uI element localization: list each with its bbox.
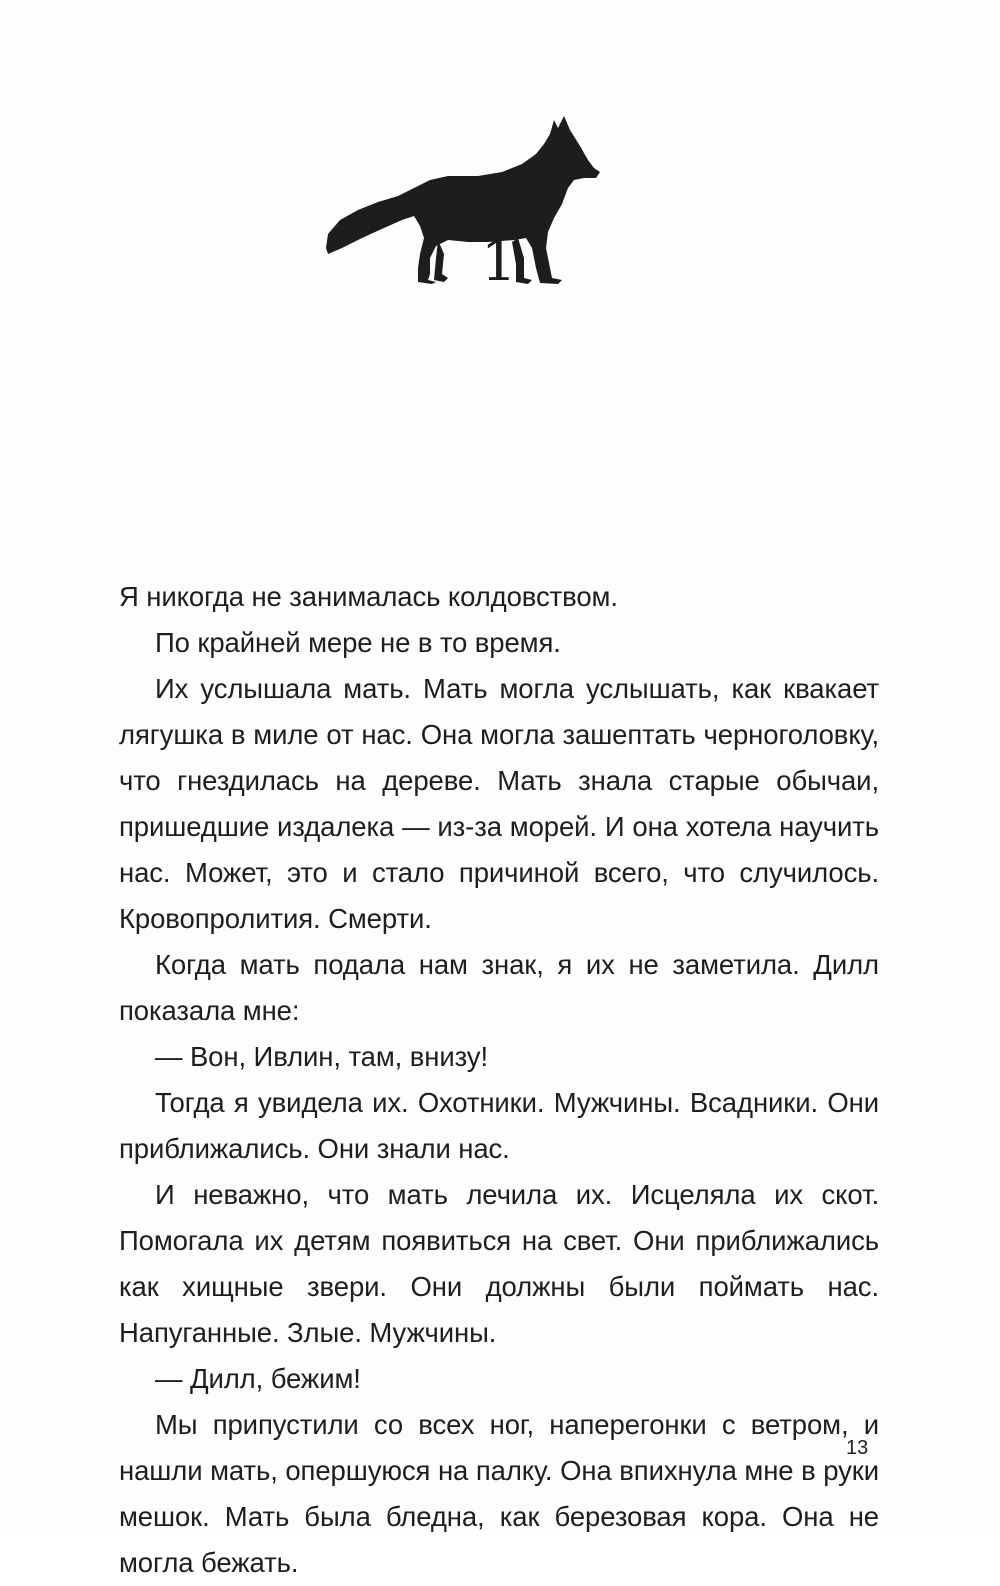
paragraph: Их услышала мать. Мать могла услышать, как квакает лягушка в миле от нас. Она могла зашептать черноголовку, что гнездилась на дереве. Мать знала старые обычаи, пришедшие издалека — из-за морей. И она хотела научить нас. Может, это и стало причиной всего, что случилось. Кровопролития. Смерти. bbox=[119, 673, 879, 934]
paragraph: Мы припустили со всех ног, наперегонки с ветром, и нашли мать, опершуюся на палку. Она впихнула мне в руки мешок. Мать была бледна, как березовая кора. Она не могла бежать. bbox=[119, 1409, 879, 1578]
paragraph: И неважно, что мать лечила их. Исцеляла их скот. Помогала их детям появиться на свет. Они приближались как хищные звери. Они должны были поймать нас. Напуганные. Злые. Мужчины. bbox=[119, 1179, 879, 1348]
chapter-body bbox=[119, 574, 879, 1586]
paragraph: По крайней мере не в то время. bbox=[155, 627, 561, 658]
paragraph: — Вон, Ивлин, там, внизу! bbox=[155, 1041, 488, 1072]
page-number: 13 bbox=[846, 1437, 869, 1459]
fox-silhouette-icon bbox=[318, 108, 608, 298]
paragraph: Когда мать подала нам знак, я их не заметила. Дилл показала мне: bbox=[119, 949, 879, 1026]
chapter-number: 1 bbox=[481, 229, 517, 294]
paragraph: Я никогда не занималась колдовством. bbox=[119, 581, 618, 612]
paragraph: Тогда я увидела их. Охотники. Мужчины. Всадники. Они приближались. Они знали нас. bbox=[119, 1087, 879, 1164]
chapter-header bbox=[318, 108, 608, 308]
paragraph: — Дилл, бежим! bbox=[155, 1363, 361, 1394]
